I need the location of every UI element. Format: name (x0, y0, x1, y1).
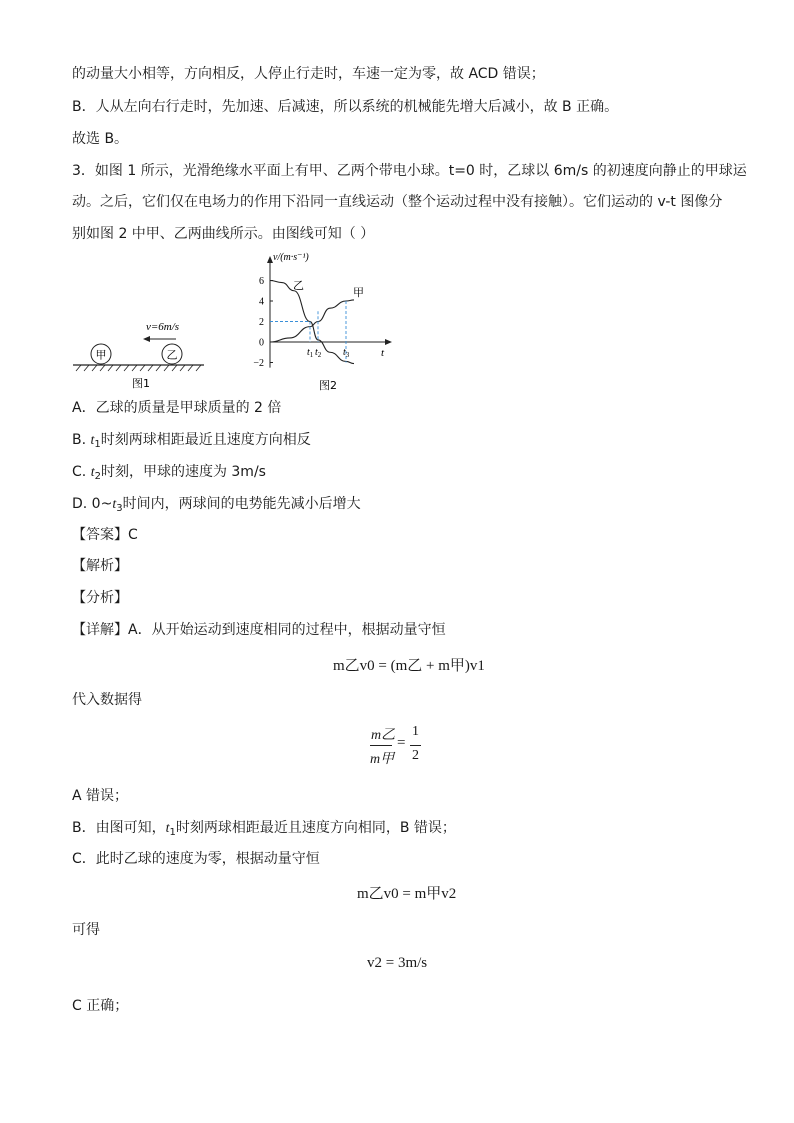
detail-line-5: C．此时乙球的速度为零，根据动量守恒 (72, 851, 320, 867)
fraction-equals: = (397, 735, 406, 751)
detail-line-6: 可得 (72, 922, 100, 938)
option-d: D. $0\sim t_3$时间内，两球间的电势能先减小后增大 (72, 496, 361, 514)
series-label-jia: 甲 (353, 286, 364, 299)
analysis-heading: 【解析】 (72, 558, 128, 574)
question-3-line-3: 别如图 2 中甲、乙两曲线所示。由图线可知（ ） (72, 226, 375, 242)
x-mark-label-t2: $t_2$ (315, 347, 322, 359)
ball-jia (91, 344, 111, 364)
ground (73, 365, 204, 371)
x-axis-label: t (381, 347, 385, 359)
fenxi-heading: 【分析】 (72, 590, 128, 606)
text-line-3: 故选 B。 (72, 131, 129, 147)
y-axis-label: v/(m·s⁻¹) (273, 252, 309, 263)
series-jia-curve (270, 300, 354, 342)
fraction-rhs-denominator: 2 (412, 748, 419, 763)
y-tick-label: −2 (253, 358, 264, 369)
text-line-1: 的动量大小相等，方向相反，人停止行走时，车速一定为零，故 ACD 错误； (72, 66, 545, 82)
equation-1: m乙v0 = (m乙 + m甲)v1 (333, 658, 485, 674)
answer-line: 【答案】C (72, 527, 138, 543)
x-mark-label-t1: $t_1$ (307, 347, 314, 359)
question-3-line-1: 3．如图 1 所示，光滑绝缘水平面上有甲、乙两个带电小球。t=0 时，乙球以 6m/s 的初速度向静止的甲球运 (72, 163, 747, 179)
x-mark-label-t3: $t_3$ (343, 347, 350, 359)
question-3-line-2: 动。之后，它们仅在电场力的作用下沿同一直线运动（整个运动过程中没有接触）。它们运动的 v-t 图像分 (72, 194, 723, 210)
y-tick-label: 2 (259, 317, 264, 328)
y-tick-label: 4 (259, 296, 264, 308)
y-tick-label: 6 (259, 276, 264, 287)
fraction-numerator: m乙 (371, 728, 396, 743)
detail-line-1: 【详解】A．从开始运动到速度相同的过程中，根据动量守恒 (72, 622, 446, 638)
equation-2: m乙v0 = m甲v2 (357, 886, 457, 902)
ball-yi (162, 344, 182, 364)
detail-line-4: B．由图可知，$t_1$时刻两球相距最近且速度方向相同，B 错误； (72, 820, 456, 838)
series-label-yi: 乙 (293, 279, 304, 292)
option-c: C. $t_2$时刻，甲球的速度为 3m/s (72, 464, 266, 482)
text-line-2: B．人从左向右行走时，先加速、后减速，所以系统的机械能先增大后减小，故 B 正确。 (72, 99, 619, 115)
y-tick-label: 0 (259, 337, 264, 349)
option-b: B. $t_1$时刻两球相距最近且速度方向相反 (72, 432, 311, 450)
detail-line-3: A 错误； (72, 788, 129, 804)
mass-ratio-fraction (370, 724, 430, 770)
figure-2-chart (248, 248, 398, 396)
detail-line-7: C 正确； (72, 998, 129, 1014)
figure-1-caption: 图1 (132, 377, 150, 390)
equation-3: v2 = 3m/s (367, 955, 428, 971)
x-axis-arrow (385, 339, 392, 345)
ball-jia-label: 甲 (95, 348, 107, 362)
fraction-denominator: m甲 (370, 752, 395, 767)
option-a: A．乙球的质量是甲球质量的 2 倍 (72, 400, 282, 416)
figure-1 (66, 310, 211, 390)
detail-line-2: 代入数据得 (72, 692, 142, 708)
ball-yi-label: 乙 (166, 348, 178, 362)
velocity-arrow (143, 336, 176, 342)
figure-2-caption: 图2 (319, 379, 337, 392)
velocity-label: v=6m/s (146, 321, 180, 333)
fraction-rhs-numerator: 1 (412, 724, 419, 739)
